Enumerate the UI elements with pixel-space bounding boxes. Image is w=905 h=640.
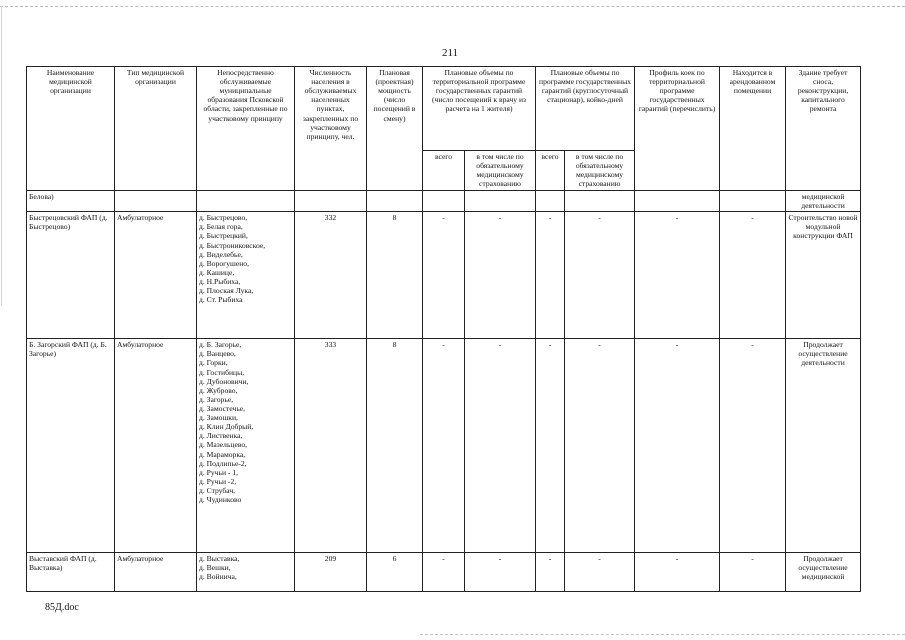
settlement: д. Ст. Рыбиха [199,295,243,305]
settlement: д. Белая гора, [199,222,243,232]
settlement: д. Плоская Лука, [199,286,254,296]
settlement: д. Замошки, [199,413,238,423]
settlement: д. Виделебье, [199,249,243,259]
cell-inpatient-oms: - [565,212,635,339]
header-row [27,67,861,151]
cell-building: Продолжает осуществление деятельности [786,339,861,553]
cell-leased: - [720,553,786,592]
cell-org-type: Амбулаторное [115,212,197,339]
settlement: д. Войнича, [199,572,237,582]
cell-leased: - [720,339,786,553]
cell-municipalities [197,553,295,592]
settlement: д. Б. Загорье, [199,340,242,350]
cell-org-type: Амбулаторное [115,339,197,553]
settlement: д. Жуброво, [199,385,238,395]
cell-capacity: 6 [367,553,423,592]
header-municipalities: Непосредственно обслуживаемые муниципальные образования Псковской области, закрепленные по участковому принципу [197,67,295,191]
facilities-table [26,66,861,592]
settlement: д. Быстрецово, [199,213,248,223]
cell-inpatient-oms [565,191,635,212]
settlement: д. Ручьи - 1, [199,467,239,477]
header-capacity: Плановая (проектная) мощность (число посещений в смену) [367,67,423,191]
cell-building: Продолжает осуществление медицинской [786,553,861,592]
cell-org-type [115,191,197,212]
cell-org-name: Быстрецовский ФАП (д. Быстрецово) [27,212,115,339]
cell-municipalities [197,191,295,212]
header-building: Здание требует сноса, реконструкции, капитального ремонта [786,67,861,191]
header-org-type: Тип медицинской организации [115,67,197,191]
cell-inpatient-total: - [536,553,565,592]
cell-inpatient-total: - [536,339,565,553]
header-outpatient-volumes: Плановые объемы по территориальной программе государственных гарантий (число посещений к врачу из расчета на 1 жителя) [423,67,536,151]
cell-inpatient-oms: - [565,553,635,592]
header-outpatient-oms: в том числе по обязательному медицинскому страхованию [465,151,536,191]
header-outpatient-total: всего [423,151,465,191]
cell-outpatient-oms: - [465,339,536,553]
cell-municipalities [197,212,295,339]
cell-building: Строительство новой модульной конструкции ФАП [786,212,861,339]
settlement: д. Быстрониковское, [199,240,266,250]
cell-bed-profile: - [635,553,720,592]
page-number: 211 [441,47,459,59]
cell-outpatient-total: - [423,339,465,553]
settlement: д. Быстрецкий, [199,231,248,241]
settlement: д. Вешки, [199,563,231,573]
cell-bed-profile [635,191,720,212]
cell-building: медицинской деятельности [786,191,861,212]
header-bed-profile: Профиль коек по территориальной программе государственных гарантий (перечислить) [635,67,720,191]
cell-org-type: Амбулаторное [115,553,197,592]
settlement: д. Подлипье-2, [199,458,247,468]
cell-outpatient-oms [465,191,536,212]
cell-outpatient-total: - [423,212,465,339]
settlement: д. Мараморка, [199,449,246,459]
cell-org-name: Выставский ФАП (д. Выставка) [27,553,115,592]
table-row [27,212,861,339]
cell-outpatient-oms: - [465,553,536,592]
footer-filename: 85Д.doc [45,602,79,613]
cell-capacity: 8 [367,339,423,553]
cell-bed-profile: - [635,339,720,553]
header-inpatient-oms: в том числе по обязательному медицинскому страхованию [565,151,635,191]
settlement: д. Горки, [199,358,228,368]
scan-edge-left [1,6,2,306]
settlement: д. Гостибицы, [199,367,245,377]
cell-outpatient-total: - [423,553,465,592]
cell-bed-profile: - [635,212,720,339]
settlement: д. Н.Рыбиха, [199,276,241,286]
settlement: д. Лиственка, [199,431,243,441]
cell-leased: - [720,212,786,339]
continuation-row [27,191,861,212]
settlement: д. Ворогушено, [199,258,250,268]
cell-capacity: 8 [367,212,423,339]
settlement: д. Замостечье, [199,403,246,413]
settlement: д. Ручьи -2, [199,476,237,486]
cell-outpatient-oms: - [465,212,536,339]
settlement: д. Выставка, [199,554,240,564]
settlement: д. Клин Добрый, [199,422,254,432]
cell-capacity [367,191,423,212]
settlement: д. Чудинково [199,495,242,505]
table-row [27,339,861,553]
header-population: Численность населения в обслуживаемых населенных пунктах, закрепленных по участковому принципу, чел. [295,67,367,191]
settlement: д. Ванцево, [199,349,236,359]
cell-municipalities [197,339,295,553]
cell-population [295,191,367,212]
table-row [27,553,861,592]
header-leased: Находится в арендованном помещении [720,67,786,191]
cell-population: 333 [295,339,367,553]
cell-org-name: Б. Загорский ФАП (д. Б. Загорье) [27,339,115,553]
cell-population: 209 [295,553,367,592]
cell-inpatient-total [536,191,565,212]
cell-inpatient-oms: - [565,339,635,553]
cell-inpatient-total: - [536,212,565,339]
settlement: д. Дубоновичи, [199,376,249,386]
scan-edge-top [0,6,905,7]
settlement: д. Струбач, [199,485,236,495]
cell-outpatient-total [423,191,465,212]
settlement: д. Мазельцево, [199,440,248,450]
cell-leased [720,191,786,212]
header-org-name: Наименование медицинской организации [27,67,115,191]
cell-org-name: Белова) [27,191,115,212]
settlement: д. Кашице, [199,267,235,277]
cell-population: 332 [295,212,367,339]
settlement: д. Загорье, [199,394,234,404]
scan-edge-bottom [420,634,905,635]
header-inpatient-volumes: Плановые объемы по программе государственных гарантий (круглосуточный стационар), койко-дней [536,67,635,151]
header-inpatient-total: всего [536,151,565,191]
